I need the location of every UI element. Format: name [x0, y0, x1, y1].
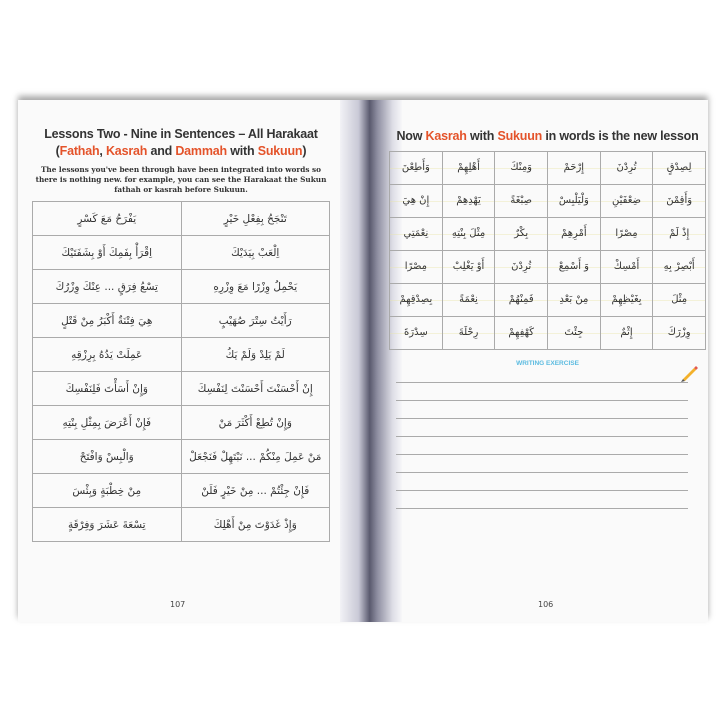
word-cell: نِعْمَةً: [442, 284, 495, 317]
writing-line: [396, 472, 688, 473]
word-cell: فَمِنْهُمْ: [495, 284, 548, 317]
sentence-cell: هِيَ فِتْنَةٌ أَكْبَرُ مِنْ قَتْلٍ: [33, 304, 182, 338]
word-cell: إِرْحَمْ: [548, 152, 601, 185]
word-cell: وَ أَسْمِعْ: [548, 251, 601, 284]
writing-line: [396, 382, 688, 383]
word-cell: رِحْلَةَ: [442, 317, 495, 350]
word-cell: وَأَطِعْنَ: [390, 152, 443, 185]
sentence-cell: وَالْبِسْ وَافْتَحْ: [33, 440, 182, 474]
title-text: ): [302, 144, 307, 158]
sentence-cell: تِسْعَةَ عَشَرَ وَفِرْقَةٍ: [33, 508, 182, 542]
table-row: [33, 236, 330, 270]
word-cell: يَهْدِهِمْ: [442, 185, 495, 218]
title-highlight: Sukuun: [497, 129, 543, 143]
word-cell: إِذْ لَمْ: [653, 218, 706, 251]
word-cell: وَلْيَلْبِسْ: [548, 185, 601, 218]
writing-line: [396, 454, 688, 455]
sentence-cell: عَمِلَتْ يَدُهُ بِرِزْقِهِ: [33, 338, 182, 372]
writing-exercise-header: [389, 360, 706, 382]
grid-row: [390, 284, 706, 317]
word-cell: وَأَقِمْنَ: [653, 185, 706, 218]
writing-lines: [389, 382, 706, 526]
word-cell: وَمِنْكَ: [495, 152, 548, 185]
word-cell: سِدْرَةَ: [390, 317, 443, 350]
table-row: [33, 338, 330, 372]
writing-line: [396, 508, 688, 509]
title-highlight: Kasrah: [105, 144, 148, 158]
writing-line: [396, 490, 688, 491]
pencil-icon: [680, 364, 698, 382]
sentence-cell: وَإِذْ غَدَوْتَ مِنْ أَهْلِكَ: [181, 508, 330, 542]
words-grid: [389, 151, 706, 350]
word-cell: إِثْمٌ: [600, 317, 653, 350]
writing-line: [396, 436, 688, 437]
title-highlight: Fathah: [59, 144, 100, 158]
table-row: [33, 202, 330, 236]
sentence-cell: رَأَيْتُ سِتْرَ صُهَيْبٍ: [181, 304, 330, 338]
word-cell: ضِعْفَيْنِ: [600, 185, 653, 218]
title-text: Now: [396, 129, 426, 143]
writing-line: [396, 400, 688, 401]
title-text: and: [147, 144, 176, 158]
grid-row: [390, 185, 706, 218]
sentences-table: [32, 201, 330, 542]
page-number-right: 106: [538, 600, 554, 609]
sentence-cell: تِسْعُ فِرَقٍ ... عِنْكَ وِزْرُكَ: [33, 270, 182, 304]
grid-row: [390, 317, 706, 350]
intro-text: The lessons you've been through have been integrated into words so there is nothing new. for example, you can see the Harakaat the Sukun fathah or kasrah before Sukuun.: [35, 165, 327, 194]
page-number-left: 107: [170, 600, 186, 609]
word-cell: صِبْغَةً: [495, 185, 548, 218]
title-text: in words is the new lesson: [542, 129, 699, 143]
table-row: [33, 270, 330, 304]
sentence-cell: اِلْعَبْ بِيَدَيْكَ: [181, 236, 330, 270]
grid-row: [390, 218, 706, 251]
table-row: [33, 372, 330, 406]
word-cell: وِزْرَكَ: [653, 317, 706, 350]
title-text: with: [466, 129, 498, 143]
word-cell: جِئْتَ: [548, 317, 601, 350]
title-highlight: Sukuun: [257, 144, 303, 158]
word-cell: إِنْ هِيَ: [390, 185, 443, 218]
word-cell: تُرِدْنَ: [495, 251, 548, 284]
sentence-cell: يَحْمِلُ وِزْرًا مَعَ وِزْرِهِ: [181, 270, 330, 304]
sentence-cell: فَإِنْ أَعْرَضَ بِمِثْلِ بِنْتِهِ: [33, 406, 182, 440]
sentence-cell: وَإِنْ أَسَأْتَ فَلِنَفْسِكَ: [33, 372, 182, 406]
right-page-title: [389, 128, 706, 145]
sentence-cell: مِنْ خِطْبَةٍ وَبِئْسَ: [33, 474, 182, 508]
table-row: [33, 406, 330, 440]
word-cell: أَبْصِرْ بِهِ: [653, 251, 706, 284]
word-cell: بِغَيْظِهِمْ: [600, 284, 653, 317]
word-cell: أَمْرِهِمْ: [548, 218, 601, 251]
word-cell: نِعْمَتِي: [390, 218, 443, 251]
table-row: [33, 474, 330, 508]
sentence-cell: مَنْ عَمِلَ مِنْكُمْ ... نَبْتَهِلْ فَنَجْعَلْ: [181, 440, 330, 474]
table-row: [33, 440, 330, 474]
title-highlight: Kasrah: [425, 129, 467, 143]
table-row: [33, 508, 330, 542]
word-cell: أَهْلِهِمْ: [442, 152, 495, 185]
word-cell: تُرِدْنَ: [600, 152, 653, 185]
grid-row: [390, 152, 706, 185]
word-cell: لِصِدْقٍ: [653, 152, 706, 185]
sentence-cell: اِقْرَأْ بِفَمِكَ أَوْ بِشَفَتَيْكَ: [33, 236, 182, 270]
word-cell: بِصِدْقِهِمْ: [390, 284, 443, 317]
word-cell: أَوْ يَغْلِبْ: [442, 251, 495, 284]
title-text: Lessons Two - Nine in Sentences – All Harakaat (: [44, 127, 318, 158]
word-cell: مِنْ بَعْدِ: [548, 284, 601, 317]
word-cell: مِثْلَ: [653, 284, 706, 317]
word-cell: أَمْسِكْ: [600, 251, 653, 284]
word-cell: كَهْفِهِمْ: [495, 317, 548, 350]
right-page: [389, 128, 706, 526]
sentence-cell: وَإِنْ تُطِعْ أَكْثَرَ مَنْ: [181, 406, 330, 440]
title-highlight: Dammah: [175, 144, 227, 158]
sentence-cell: يَفْرَحُ مَعَ كَسْرٍ: [33, 202, 182, 236]
word-cell: مِصْرًا: [600, 218, 653, 251]
sentence-cell: تَنْجَحُ بِفِعْلِ خَيْرٍ: [181, 202, 330, 236]
table-row: [33, 304, 330, 338]
sentence-cell: لَمْ يَلِدْ وَلَمْ يَكُ: [181, 338, 330, 372]
grid-row: [390, 251, 706, 284]
writing-line: [396, 418, 688, 419]
writing-exercise-label: WRITING EXERCISE: [516, 360, 579, 367]
word-cell: بِكْرٌ: [495, 218, 548, 251]
left-page: [32, 126, 330, 542]
sentence-cell: إِنْ أَحْسَنْتَ أَحْسَنْتَ لِنَفْسِكَ: [181, 372, 330, 406]
title-text: ,: [99, 144, 103, 158]
title-text: with: [226, 144, 258, 158]
word-cell: مِصْرًا: [390, 251, 443, 284]
sentence-cell: فَإِنْ جِئْتُمْ ... مِنْ خَيْرٍ فَلَنْ: [181, 474, 330, 508]
left-page-title: [32, 126, 330, 160]
word-cell: مِثْلَ بِنْتِهِ: [442, 218, 495, 251]
